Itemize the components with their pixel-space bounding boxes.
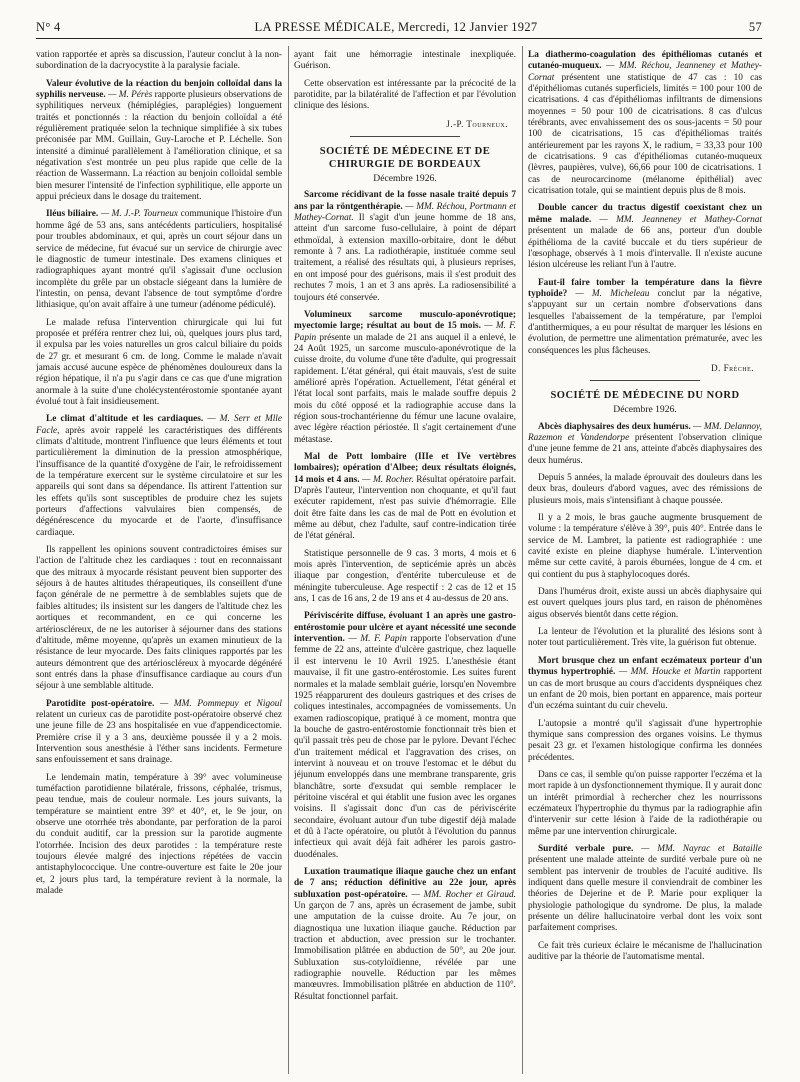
- paragraph: Statistique personnelle de 9 cas. 3 morts, 4 mois et 6 mois après l'intervention, de septicémie après un abcès iliaque par congestion, d'entérite tuberculeuse et de méningite tuberculeuse. Age respectif : 2 cas de 12 et 15 ans, 1 cas de 16 ans, 2 de 19 ans et 4 au-dessus de 20 ans.: [294, 548, 516, 605]
- header-rule: [36, 38, 762, 39]
- article-fievre-typhoide: [528, 278, 762, 357]
- article-parotidite: [36, 699, 282, 767]
- signature: J.-P. Tourneux.: [446, 118, 508, 129]
- article-author: — MM. Houcke et Martin: [618, 667, 721, 678]
- article-surdite: [528, 844, 762, 935]
- paragraph: La lenteur de l'évolution et la pluralité des lésions sont à noter tout particulièrement. Très vite, la guérison fut obtenue.: [528, 627, 762, 649]
- article-text: Un garçon de 7 ans, après un écrasement de jambe, subit une amputation de la cuisse droite. Au 7e jour, on diagnostiqua une luxation iliaque gauche. Réduction par traction et abduction, avec pression sur le trochanter. Immobilisation plâtrée en abduction de 50°, au 20e jour. Subluxation sus-cotyloïdienne, révélée par une radiographie nouvelle. Réduction par les mêmes manœuvres. Immobilisation plâtrée en abduction de 110°. Résultat fonctionnel parfait.: [294, 901, 516, 1002]
- column-divider-2: [522, 46, 523, 1074]
- article-author: — MM. Réchou, Portmann et Mathey-Cornat.: [294, 201, 516, 224]
- column-divider-1: [288, 46, 289, 1074]
- paragraph: Cette observation est intéressante par la précocité de la parotidite, par la bilatéralité de l'affection et par l'évolution clinique des lésions.: [294, 78, 516, 112]
- article-sarcome-musculo: [294, 310, 516, 446]
- article-title: Surdité verbale pure.: [538, 843, 634, 854]
- article-author: — M. Serr et Mlle Facle,: [36, 414, 282, 436]
- article-luxation: [294, 867, 516, 1003]
- article-title: Mal de Pott lombaire (IIIe et IVe vertèbres lombaires); opération d'Albee; deux résultats éloignés, 14 mois et 4 ans.: [294, 451, 516, 485]
- article-benjoin: [36, 79, 282, 204]
- paragraph: Ce fait très curieux éclaire le mécanisme de l'hallucination auditive par la théorie de l'automatisme mental.: [528, 940, 762, 963]
- paragraph: vation rapportée et après sa discussion, l'auteur conclut à la non-subordination de la dacryocystite à la paralysie faciale.: [36, 50, 282, 72]
- article-author: — M. Pérès: [108, 90, 153, 101]
- article-abces: [528, 422, 762, 467]
- section-date: Décembre 1926.: [613, 404, 677, 416]
- article-title: Abcès diaphysaires des deux humérus.: [538, 421, 691, 432]
- article-text: présentent une malade atteinte de surdité verbale pure où ne semblent pas intervenir de troubles de l'acuité auditive. Ils indiquent dans quelle mesure il conviendrait de combiner les théories de Dejerine et de P. Marie pour expliquer la physiologie pathologique du syndrome. De plus, la malade présente un délire hallucinatoire verbal dont les voix sont parfaitement comprises.: [528, 855, 762, 934]
- column-1: [36, 50, 282, 1075]
- article-author: — M. J.-P. Tourneux: [100, 209, 178, 220]
- article-sarcome-nasal: [294, 190, 516, 303]
- section-rule: [590, 380, 700, 381]
- article-text: présente un malade de 21 ans auquel il a enlevé, le 24 Août 1925, un sarcome musculo-aponévrotique de la cuisse droite, du volume d'une tête d'adulte, qui progressait rapidement. L'état général, qui était mauvais, s'est de suite amélioré après l'opération. Actuellement, l'état général et l'état local sont parfaits, mais le malade souffre depuis 2 mois du côté opposé et la radiographie accuse dans la région sous-trochantérienne du fémur une lacune ovalaire, avec légère réaction périostée. Il s'agit certainement d'une métastase.: [294, 332, 516, 445]
- article-diathermo: [528, 50, 762, 197]
- article-author: — M. F. Papin: [348, 634, 407, 645]
- article-author: — M. Micheleau: [575, 288, 650, 299]
- article-text: Il s'agit d'un jeune homme de 18 ans, atteint d'un sarcome fuso-cellulaire, à point de départ ethmoïdal, à extension maxillo-orbitaire, dont le début remonte à 7 ans. La radiothérapie, instituée comme seul traitement, a réalisé des résultats qui, à plusieurs reprises, en ont imposé pour des guérisons, mais il s'est produit des rechutes 7 mois, 1 an et 3 ans après. La radiosensibilité a toujours été conservée.: [294, 213, 516, 303]
- article-text: présentent une statistique de 47 cas : 10 cas d'épithéliomas cutanés superficiels, limités = 100 pour 100 de cicatrisations. 4 cas d'épithéliomas infiltrants de dimensions moyennes = 50 pour 100 de cicatrisations. 8 cas d'ulcus térébrants, avec envahissement des os sous-jacents = 50 pour 100 de cicatrisations, 15 cas d'épithéliomas traités antérieurement par les rayons X, le radium, = 33,33 pour 100 de cicatrisations. 9 cas d'épithéliomas cutanéo-muqueux (lèvres, paupières, vulve), 66,66 pour 100 de cicatrisations. 1 cas de neurocarcinome (mélanome épithélial) avec cicatrisation totale, qui se maintient depuis plus de 8 mois.: [528, 72, 762, 197]
- section-title: SOCIÉTÉ DE MÉDECINE ET DE CHIRURGIE DE BORDEAUX: [319, 146, 491, 171]
- paragraph: Le lendemain matin, température à 39° avec volumineuse tuméfaction parotidienne bilatérale, frissons, céphalée, trismus, peau tendue, mais de couleur normale. Les jours suivants, la température se maintient entre 39° et 40°, et, le 9e jour, on observe une otorrhée très abondante, par perforation de la paroi du conduit auditif, car la pression sur la parotide augmente l'otorrhée. Incision des deux parotides : la température reste toujours élevée malgré des injections répétées de vaccin antistaphylococcique. Une contre-ouverture est faite le 20e jour et, 2 jours plus tard, la température revient à la normale, la malade: [36, 772, 282, 897]
- issue-number: N° 4: [36, 20, 61, 34]
- article-title: Périviscérite diffuse, évoluant 1 an après une gastro-entérostomie pour ulcère et ayant nécessité une seconde intervention.: [294, 611, 516, 645]
- article-text: après avoir rappelé les caractéristiques des différents climats d'altitude, montrent l'influence que leurs éléments et tout particulièrement la diminution de la pression atmosphérique, l'insuffisance de la quantité d'oxygène de l'air, le refroidissement de la température exercent sur le système circulatoire et sur les appareils qui sont dans sa dépendance. Ils attirent l'attention sur les effets qu'ils sont susceptibles de produire chez les sujets porteurs d'affections valvulaires bien compensés, de dégénérescence du myocarde et de l'aorte, d'insuffisance cardiaque.: [36, 425, 282, 538]
- article-text: présentent l'observation clinique d'une jeune femme de 21 ans, atteinte d'abcès diaphysaires des deux humérus.: [528, 432, 762, 466]
- paragraph: Dans ce cas, il semble qu'on puisse rapporter l'eczéma et la mort rapide à un dysfonctionnement thymique. Il y aurait donc un intérêt primordial à rechercher chez les nourrissons eczémateux l'hypertrophie du thymus par la radiographie afin d'intervenir sur cette lésion à l'aide de la radiothérapie ou même par une intervention chirurgicale.: [528, 769, 762, 837]
- paragraph: Le malade refusa l'intervention chirurgicale qui lui fut proposée et préféra rentrer chez lui, où, quelques jours plus tard, il expulsa par les voies naturelles un gros calcul biliaire du poids de 27 gr. et mesurant 6 cm. de long. Comme le malade n'avait jamais accusé aucune espèce de phénomènes douloureux dans la région hépatique, il n'a pu s'agir dans ce cas que d'une migration anormale à la suite d'une cholécystentérostomie spontanée ayant évolué tout à fait insidieusement.: [36, 317, 282, 407]
- paragraph: L'autopsie a montré qu'il s'agissait d'une hypertrophie thymique sans compression des organes voisins. Le thymus pesait 23 gr. et l'examen histologique confirma les données précédentes.: [528, 718, 762, 763]
- column-2: [294, 50, 516, 1075]
- article-author: — MM. Nayrac et Bataille: [641, 843, 762, 854]
- article-author: — MM. Pommepuy et Nigoul: [159, 698, 282, 709]
- article-periviscerite: [294, 611, 516, 861]
- article-title: Iléus biliaire.: [46, 209, 99, 220]
- section-title: SOCIÉTÉ DE MÉDECINE DU NORD: [550, 390, 740, 402]
- journal-title-date: LA PRESSE MÉDICALE, Mercredi, 12 Janvier 1927: [254, 20, 538, 34]
- article-ileus: [36, 209, 282, 311]
- article-mal-de-pott: [294, 452, 516, 543]
- article-title: Volumineux sarcome musculo-aponévrotique; myectomie large; résultat au bout de 15 mois.: [294, 309, 516, 332]
- article-climat: [36, 414, 282, 539]
- article-title: Le climat d'altitude et les cardiaques.: [46, 414, 204, 425]
- article-title: Sarcome récidivant de la fosse nasale traité depuis 7 ans par la röntgenthérapie.: [294, 190, 516, 212]
- article-text: relatent un curieux cas de parotidite post-opératoire observé chez une jeune fille de 23 ans hospitalisée en vue d'appendicectomie. Première crise il y a 3 ans, deuxième poussée il y a 2 mois. Intervention sous anesthésie à l'éther sans incidents. Fermeture sans enfouissement et sans drainage.: [36, 709, 282, 766]
- article-title: La diathermo-coagulation des épithéliomas cutanés et cutanéo-muqueux.: [528, 50, 762, 72]
- signature: D. Frèche.: [711, 362, 754, 373]
- article-text: communique l'histoire d'un homme âgé de 53 ans, sans antécédents particuliers, hospitalisé pour troubles abdominaux, et qui, après un court séjour dans un service de médecine, fut évacué sur un service de chirurgie avec le diagnostic de tumeur intestinale. Des examens cliniques et radiographiques ayant montré qu'il s'agissait d'une occlusion incomplète du grêle par un obstacle siégeant dans la lumière de l'intestin, on pensa, devant l'absence de tout symptôme d'ordre lithiasique, qu'on avait affaire à une tumeur (adénome pédiculé).: [36, 209, 282, 311]
- article-author: — MM. Réchou, Jeanneney et Mathey-Cornat: [528, 61, 762, 83]
- article-text: conclut par la négative, s'appuyant sur un certain nombre d'observations dans lesquelles l'abaissement de la température, par l'emploi d'antithermiques, a eu pour résultat de marquer les lésions en évolution, de permettre une alimentation prématurée, avec les conséquences les plus fâcheuses.: [528, 288, 762, 356]
- article-text: présentent un malade de 66 ans, porteur d'un double épithélioma de la cavité buccale et du tiers supérieur de l'œsophage, observés à 1 mois d'intervalle. Il n'existe aucune lésion ulcéreuse les reliant l'un à l'autre.: [528, 226, 762, 271]
- paragraph: Depuis 5 années, la malade éprouvait des douleurs dans les deux bras, douleurs d'abord vagues, avec des rémissions de plusieurs mois, mais s'intensifiant à chaque poussée.: [528, 473, 762, 506]
- page-number: 57: [748, 20, 762, 34]
- section-date: Décembre 1926.: [373, 173, 437, 185]
- article-author: — MM. Rocher et Giraud.: [411, 889, 516, 900]
- article-text: rapportent un cas de mort brusque au cours d'accidents dyspnéiques chez un enfant de 20 mois, bien portant en apparence, mais porteur d'un eczéma suintant du cuir chevelu.: [528, 667, 762, 712]
- article-title: Parotidite post-opératoire.: [46, 698, 155, 709]
- article-title: Faut-il faire tomber la température dans la fièvre typhoïde?: [528, 277, 762, 299]
- column-3: [528, 50, 762, 1075]
- paragraph: Ils rappellent les opinions souvent contradictoires émises sur l'action de l'altitude chez les cardiaques : tout en reconnaissant que des mitraux à myocarde résistant peuvent bien supporter des séjours à de hautes altitudes thérapeutiques, ils conseillent d'une façon générale de ne permettre à de semblables sujets que de faibles altitudes; ils insistent sur les dangers de l'altitude chez les aortiques et recommandent, en ce qui concerne les artérioscléreux, de ne les autoriser à séjourner dans des stations d'altitude, même moyenne, qu'après un examen minutieux de la résistance de leur myocarde. Des faits cliniques rapportés par les auteurs démontrent que des artérioscléreux à myocarde dégénéré sont entrés dans la phase d'insuffisance cardiaque au cours d'un séjour à une semblable altitude.: [36, 545, 282, 692]
- article-author: — M. Rocher.: [362, 474, 414, 485]
- article-double-cancer: [528, 203, 762, 271]
- paragraph: Dans l'humérus droit, existe aussi un abcès diaphysaire qui est ouvert quelques jours plus tard, en raison de phénomènes aigus observés bientôt dans cette région.: [528, 587, 762, 620]
- article-text: Résultat opératoire parfait. D'après l'auteur, l'intervention non choquante, et qu'il faut exécuter rapidement, n'est pas suivie d'hémorragie. Elle doit être faite dans les cas de mal de Pott en évolution et même au début, chez l'adulte, sauf contre-indication tirée de l'état général.: [294, 474, 516, 542]
- article-text: rapporte plusieurs observations de syphilitiques nerveux (hémiplégies, paraplégies) longuement traités et ponctionnés : la réaction du benjoin colloïdal a été régulièrement pratiquée selon la technique simplifiée à six tubes préconisée par MM. Guillain, Guy-Laroche et P. Léchelle. Son intensité a diminué parallèlement à l'amélioration clinique, et sa négativation s'est montrée un peu plus rapide que celle de la réaction de Wassermann. La réaction au benjoin colloïdal semble bien mesurer l'intensité de l'infection syphilitique, elle apporte un appui précieux dans le dosage du traitement.: [36, 90, 282, 203]
- article-author: — MM. Jeanneney et Mathey-Cornat: [599, 214, 762, 225]
- article-title: Double cancer du tractus digestif coexistant chez un même malade.: [528, 203, 762, 225]
- section-rule: [350, 136, 460, 137]
- article-title: Mort brusque chez un enfant eczémateux porteur d'un thymus hypertrophié.: [528, 655, 762, 678]
- article-title: Valeur évolutive de la réaction du benjoin colloïdal dans la syphilis nerveuse.: [36, 78, 282, 101]
- article-mort-brusque: [528, 656, 762, 713]
- article-text: rapporte l'observation d'une femme de 22 ans, atteinte d'ulcère gastrique, chez laquelle il est intervenu le 10 Avril 1925. L'anesthésie étant mauvaise, il fit une gastro-entérostomie. Les suites furent normales et la malade semblait guérie, lorsqu'en Novembre 1925 réapparurent des douleurs gastriques et des crises de coliques intestinales, accompagnées de vomissements. Un examen radioscopique, pratiqué à ce moment, montra que la bouche de gastro-entérostomie fonctionnait très bien et qu'il passait très peu de chose par le pylore. Devant l'échec d'un traitement médical et l'aggravation des crises, on intervint à nouveau et on trouve l'estomac et le début du jéjunum enveloppés dans une membrane transparente, gris blanchâtre, sorte d'exsudat qui semble remplacer le péritoine viscéral et qui établit une fusion avec les organes voisins. Il s'agissait donc d'un cas de périviscérite secondaire, évoluant autour d'un tube digestif déjà malade et dû à l'acte opératoire, ou plutôt à l'évolution du pannus infectieux qui avait déjà fait adhérer les parois gastro-duodénales.: [294, 634, 516, 860]
- article-author: — M. F. Papin: [294, 321, 516, 343]
- paragraph: ayant fait une hémorragie intestinale inexpliquée. Guérison.: [294, 50, 516, 72]
- article-title: Luxation traumatique iliaque gauche chez un enfant de 7 ans; réduction définitive au 22e jour, après subluxation post-opératoire.: [294, 867, 516, 900]
- paragraph: Il y a 2 mois, le bras gauche augmente brusquement de volume : la température s'élève à 39°, puis 40°. Entrée dans le service de M. Lambret, la patiente est radiographiée : une cavité existe en pleine diaphyse humérale. L'intervention même sur cette cavité, à parois éburnées, longue de 4 cm. et qui contient du pus à staphylocoques dorés.: [528, 513, 762, 580]
- article-author: — MM. Delannoy, Razemon et Vandendorpe: [528, 421, 762, 443]
